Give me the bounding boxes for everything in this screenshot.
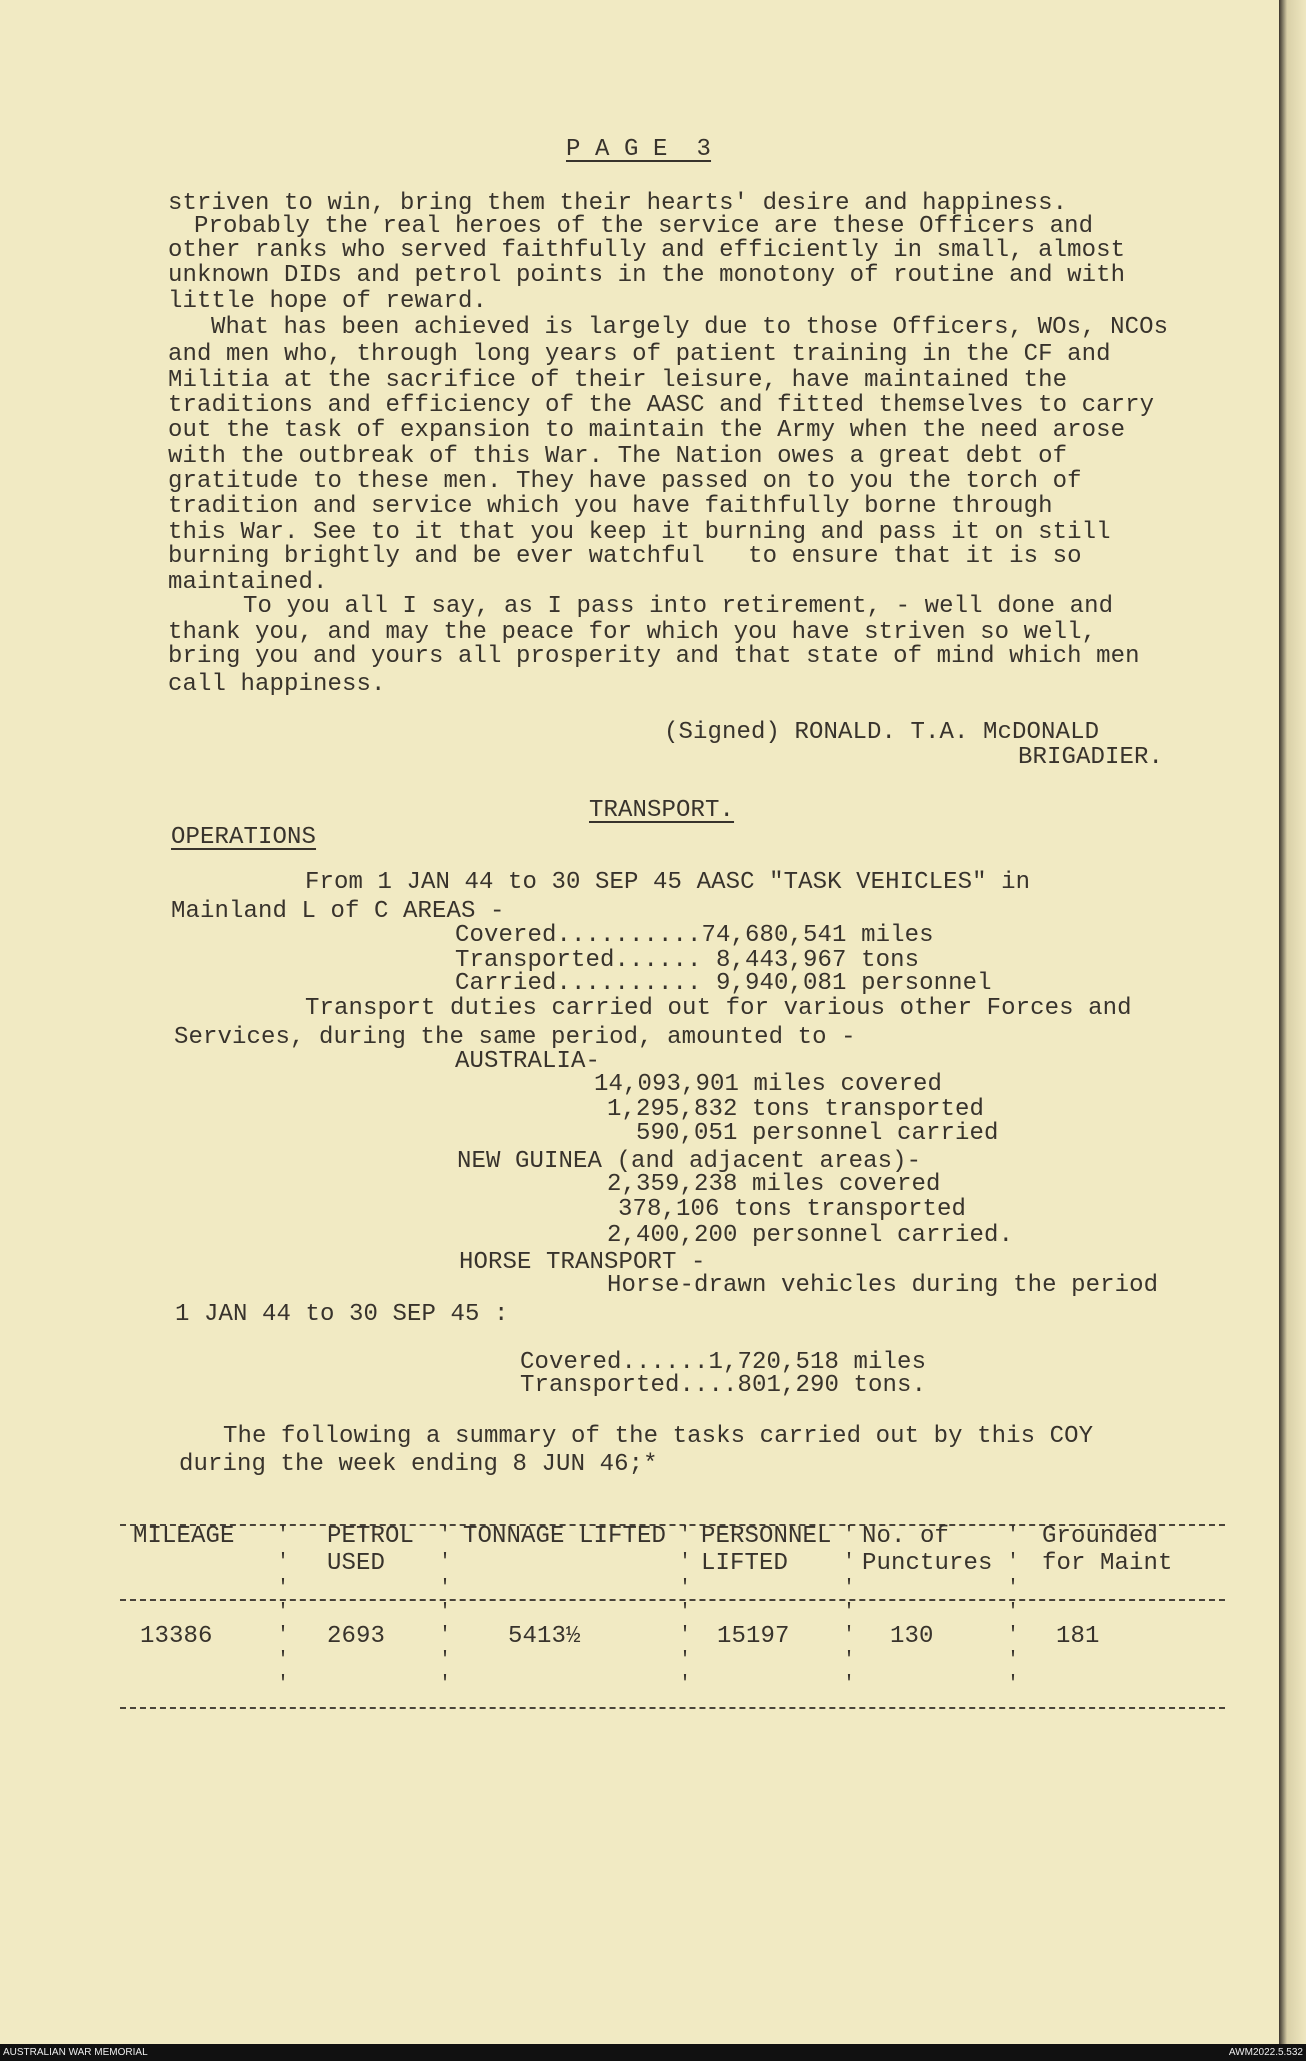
transport-line: 1,295,832 tons transported [607, 1096, 985, 1123]
subsection-heading: OPERATIONS [171, 824, 317, 851]
column-separator: ' [439, 1601, 452, 1624]
footer-institution: AUSTRALIAN WAR MEMORIAL [3, 2047, 148, 2058]
column-separator: ' [843, 1673, 856, 1696]
letter-line: maintained. [168, 569, 328, 596]
column-separator: ' [843, 1524, 856, 1547]
transport-line: Horse-drawn vehicles during the period [607, 1272, 1159, 1299]
transport-line: The following a summary of the tasks carried out by this COY [223, 1423, 1094, 1450]
column-separator: ' [679, 1577, 692, 1600]
table-header: PETROL [327, 1523, 415, 1550]
letter-line: To you all I say, as I pass into retirement, - well done and [243, 593, 1114, 620]
letter-line: thank you, and may the peace for which you have striven so well, [168, 619, 1097, 646]
letter-line: out the task of expansion to maintain the Army when the need arose [168, 417, 1126, 444]
transport-line: HORSE TRANSPORT - [459, 1249, 706, 1276]
column-separator: ' [843, 1624, 856, 1647]
table-header: PERSONNEL [701, 1523, 832, 1550]
transport-line: 590,051 personnel carried [636, 1120, 999, 1147]
column-separator: ' [843, 1551, 856, 1574]
table-rule [120, 1707, 1225, 1709]
transport-line: during the week ending 8 JUN 46;* [179, 1451, 658, 1478]
letter-line: traditions and efficiency of the AASC and fitted themselves to carry [168, 392, 1155, 419]
transport-line: Services, during the same period, amounted to - [174, 1024, 856, 1051]
table-cell: 2693 [327, 1623, 386, 1650]
transport-line: 1 JAN 44 to 30 SEP 45 : [175, 1301, 509, 1328]
transport-line: AUSTRALIA- [455, 1048, 601, 1075]
table-cell: 5413½ [508, 1623, 581, 1650]
letter-line: other ranks who served faithfully and efficiently in small, almost [168, 237, 1126, 264]
column-separator: ' [679, 1673, 692, 1696]
section-heading: TRANSPORT. [589, 797, 735, 824]
transport-line: Mainland L of C AREAS - [171, 898, 505, 925]
letter-line: burning brightly and be ever watchful to ensure that it is so [168, 543, 1082, 570]
page-heading: P A G E 3 [566, 136, 712, 163]
letter-line: with the outbreak of this War. The Nation owes a great debt of [168, 443, 1068, 470]
column-separator: ' [679, 1551, 692, 1574]
page-edge [1279, 0, 1306, 2044]
column-separator: ' [843, 1577, 856, 1600]
column-separator: ' [439, 1524, 452, 1547]
column-separator: ' [277, 1649, 290, 1672]
column-separator: ' [1007, 1601, 1020, 1624]
table-header: Punctures [862, 1550, 993, 1577]
column-separator: ' [843, 1601, 856, 1624]
column-separator: ' [843, 1649, 856, 1672]
transport-line: Transport duties carried out for various other Forces and [305, 995, 1132, 1022]
table-cell: 181 [1056, 1623, 1100, 1650]
column-separator: ' [1007, 1551, 1020, 1574]
signatory-rank: BRIGADIER. [1018, 744, 1164, 771]
table-header: No. of [862, 1523, 950, 1550]
letter-line: What has been achieved is largely due to those Officers, WOs, NCOs [211, 314, 1169, 341]
transport-line: Transported....801,290 tons. [520, 1372, 927, 1399]
column-separator: ' [439, 1551, 452, 1574]
column-separator: ' [1007, 1649, 1020, 1672]
letter-line: Probably the real heroes of the service are these Officers and [194, 213, 1094, 240]
column-separator: ' [277, 1577, 290, 1600]
table-header: MILEAGE [133, 1523, 235, 1550]
signature: (Signed) RONALD. T.A. McDONALD [664, 719, 1100, 746]
archive-footer [0, 2044, 1306, 2061]
transport-line: 378,106 tons transported [618, 1196, 967, 1223]
column-separator: ' [439, 1577, 452, 1600]
transport-line: Covered..........74,680,541 miles [455, 922, 934, 949]
column-separator: ' [679, 1624, 692, 1647]
table-header: TONNAGE LIFTED [463, 1523, 667, 1550]
table-header: USED [327, 1550, 386, 1577]
letter-line: striven to win, bring them their hearts' desire and happiness. [168, 190, 1068, 217]
column-separator: ' [1007, 1524, 1020, 1547]
column-separator: ' [439, 1673, 452, 1696]
letter-line: this War. See to it that you keep it burning and pass it on still [168, 519, 1111, 546]
table-header: for Maint [1042, 1550, 1173, 1577]
transport-line: NEW GUINEA (and adjacent areas)- [457, 1148, 922, 1175]
transport-line: 2,400,200 personnel carried. [607, 1222, 1014, 1249]
letter-line: little hope of reward. [168, 288, 488, 315]
transport-line: 14,093,901 miles covered [594, 1071, 943, 1098]
column-separator: ' [277, 1624, 290, 1647]
column-separator: ' [679, 1649, 692, 1672]
transport-line: Covered......1,720,518 miles [520, 1349, 927, 1376]
transport-line: Carried.......... 9,940,081 personnel [455, 970, 992, 997]
column-separator: ' [679, 1601, 692, 1624]
footer-reference: AWM2022.5.532 [1228, 2047, 1303, 2058]
column-separator: ' [439, 1624, 452, 1647]
transport-line: From 1 JAN 44 to 30 SEP 45 AASC "TASK VEHICLES" in [305, 869, 1031, 896]
transport-line: Transported...... 8,443,967 tons [455, 947, 920, 974]
letter-line: tradition and service which you have faithfully borne through [168, 493, 1053, 520]
table-header: LIFTED [701, 1550, 789, 1577]
letter-line: unknown DIDs and petrol points in the monotony of routine and with [168, 262, 1126, 289]
column-separator: ' [277, 1524, 290, 1547]
table-cell: 130 [890, 1623, 934, 1650]
column-separator: ' [277, 1601, 290, 1624]
column-separator: ' [439, 1649, 452, 1672]
table-header: Grounded [1042, 1523, 1159, 1550]
letter-line: and men who, through long years of patient training in the CF and [168, 341, 1111, 368]
column-separator: ' [1007, 1673, 1020, 1696]
column-separator: ' [277, 1673, 290, 1696]
letter-line: bring you and yours all prosperity and that state of mind which men [168, 643, 1140, 670]
column-separator: ' [1007, 1577, 1020, 1600]
letter-line: Militia at the sacrifice of their leisure, have maintained the [168, 367, 1068, 394]
letter-line: gratitude to these men. They have passed on to you the torch of [168, 468, 1082, 495]
column-separator: ' [679, 1524, 692, 1547]
table-cell: 13386 [140, 1623, 213, 1650]
column-separator: ' [277, 1551, 290, 1574]
table-cell: 15197 [717, 1623, 790, 1650]
column-separator: ' [1007, 1624, 1020, 1647]
letter-line: call happiness. [168, 671, 386, 698]
transport-line: 2,359,238 miles covered [607, 1171, 941, 1198]
